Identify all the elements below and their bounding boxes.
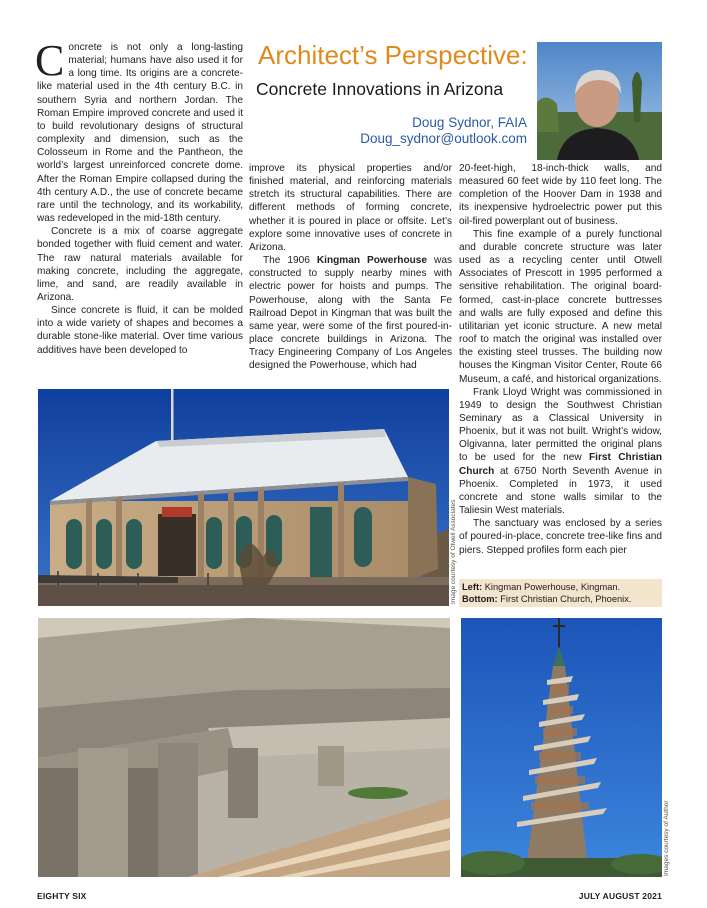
caption-bottom: [462, 594, 662, 606]
paragraph: [35, 36, 243, 225]
footer-issue-date: JULY AUGUST 2021: [578, 891, 662, 901]
photo-credit-church: Images courtesy of Author: [663, 800, 670, 876]
kingman-powerhouse-photo: [38, 389, 449, 606]
caption-left: [462, 582, 662, 594]
caption-text: First Christian Church, Phoenix.: [497, 593, 632, 604]
article-title: Architect’s Perspective:: [258, 40, 528, 70]
paragraph: Concrete is a mix of coarse aggregate bonded together with fluid cement and water. The raw natural materials available for making concrete, including the aggregate, lime, and sand, are readily available in Arizona.: [37, 226, 243, 303]
paragraph-text: oncrete is not only a long-lasting material; humans have also used it for a long time. Its origins are a concrete-like material used in the 4th century B.C. in southern Syria and northern Jordan. The Roman Empire improved concrete and used it to build revolutionary designs of structural complexity and dimension, such as the Colosseum in Rome and the Pantheon, the world’s largest unreinforced concrete dome. After the Roman Empire collapsed during the 4th century A.D., the use of concrete became rare until the technology, and its workability, was redeveloped in the mid-18th century.: [37, 42, 243, 225]
dropcap: C: [35, 36, 65, 85]
photo-caption: [459, 579, 662, 607]
author-name: Doug Sydnor, FAIA: [412, 115, 527, 130]
paragraph-text: Frank Lloyd Wright was commissioned in 1949 to design the Southwest Christian Seminary as a Classical University in Phoenix, but it was not built. Wright’s widow, Olgivanna, later permitted the original plans to be used for the new: [459, 386, 662, 464]
paragraph: The sanctuary was enclosed by a series of poured-in-place, concrete tree-like fins and piers. Stepped profiles form each pier: [459, 518, 662, 556]
article-subtitle: Concrete Innovations in Arizona: [256, 79, 504, 99]
paragraph: [249, 254, 452, 372]
paragraph-text: at 6750 North Seventh Avenue in Phoenix. Completed in 1973, it used concrete and stone walls similar to the Taliesin West materials.: [459, 465, 662, 517]
paragraph: 20-feet-high, 18-inch-thick walls, and measured 60 feet wide by 110 feet long. The completion of the Hoover Dam in 1938 and its inexpensive hydroelectric power put this oil-fired powerplant out of business.: [459, 163, 662, 227]
church-spire-photo: [461, 618, 662, 877]
paragraph: This fine example of a purely functional and durable concrete structure was later used as a recycling center until Otwell Associates of Prescott in 1995 performed a sensitive rehabilitation. The original board-formed, cast-in-place concrete buttresses and walls are fully exposed and define this utilitarian yet iconic structure. A new metal roof to match the original was installed over the existing steel trusses. The building now houses the Kingman Visitor Center, Route 66 Museum, a café, and historical organizations.: [459, 228, 662, 385]
paragraph: [459, 386, 662, 518]
paragraph-text: was constructed to supply nearby mines with electric power for hoists and pumps. The Powerhouse, along with the Santa Fe Railroad Depot in Kingman that was built the same year, were some of the first poured-in-place concrete buildings in Arizona. The Tracy Engineering Company of Los Angeles designed the Powerhouse, which had: [249, 255, 452, 372]
photo-credit-powerhouse: Image courtesy of Otwell Associates: [450, 499, 457, 604]
paragraph: improve its physical properties and/or finished material, and reinforcing materials stretch its structural capabilities. There are different methods of forming concrete, whether it is poured in place or offsite. Let’s explore some innovative uses of concrete in Arizona.: [249, 163, 452, 253]
paragraph-text: The 1906: [263, 255, 317, 267]
author-portrait: [537, 42, 662, 160]
bold-term: First Christian Church: [459, 452, 662, 477]
caption-label: Bottom:: [462, 593, 498, 604]
church-canopy-photo: [38, 618, 450, 877]
paragraph: Since concrete is fluid, it can be molded into a wide variety of shapes and becomes a durable stone-like material. Over time various additives have been developed to: [37, 305, 243, 356]
text-column-2: [249, 162, 452, 373]
text-column-1: [35, 36, 243, 357]
caption-label: Left:: [462, 582, 483, 592]
caption-text: Kingman Powerhouse, Kingman.: [482, 582, 621, 592]
text-column-3: [459, 162, 662, 557]
footer-publication: EIGHTY SIX: [37, 891, 87, 901]
bold-term: Kingman Powerhouse: [316, 255, 428, 267]
author-email[interactable]: Doug_sydnor@outlook.com: [360, 131, 527, 146]
